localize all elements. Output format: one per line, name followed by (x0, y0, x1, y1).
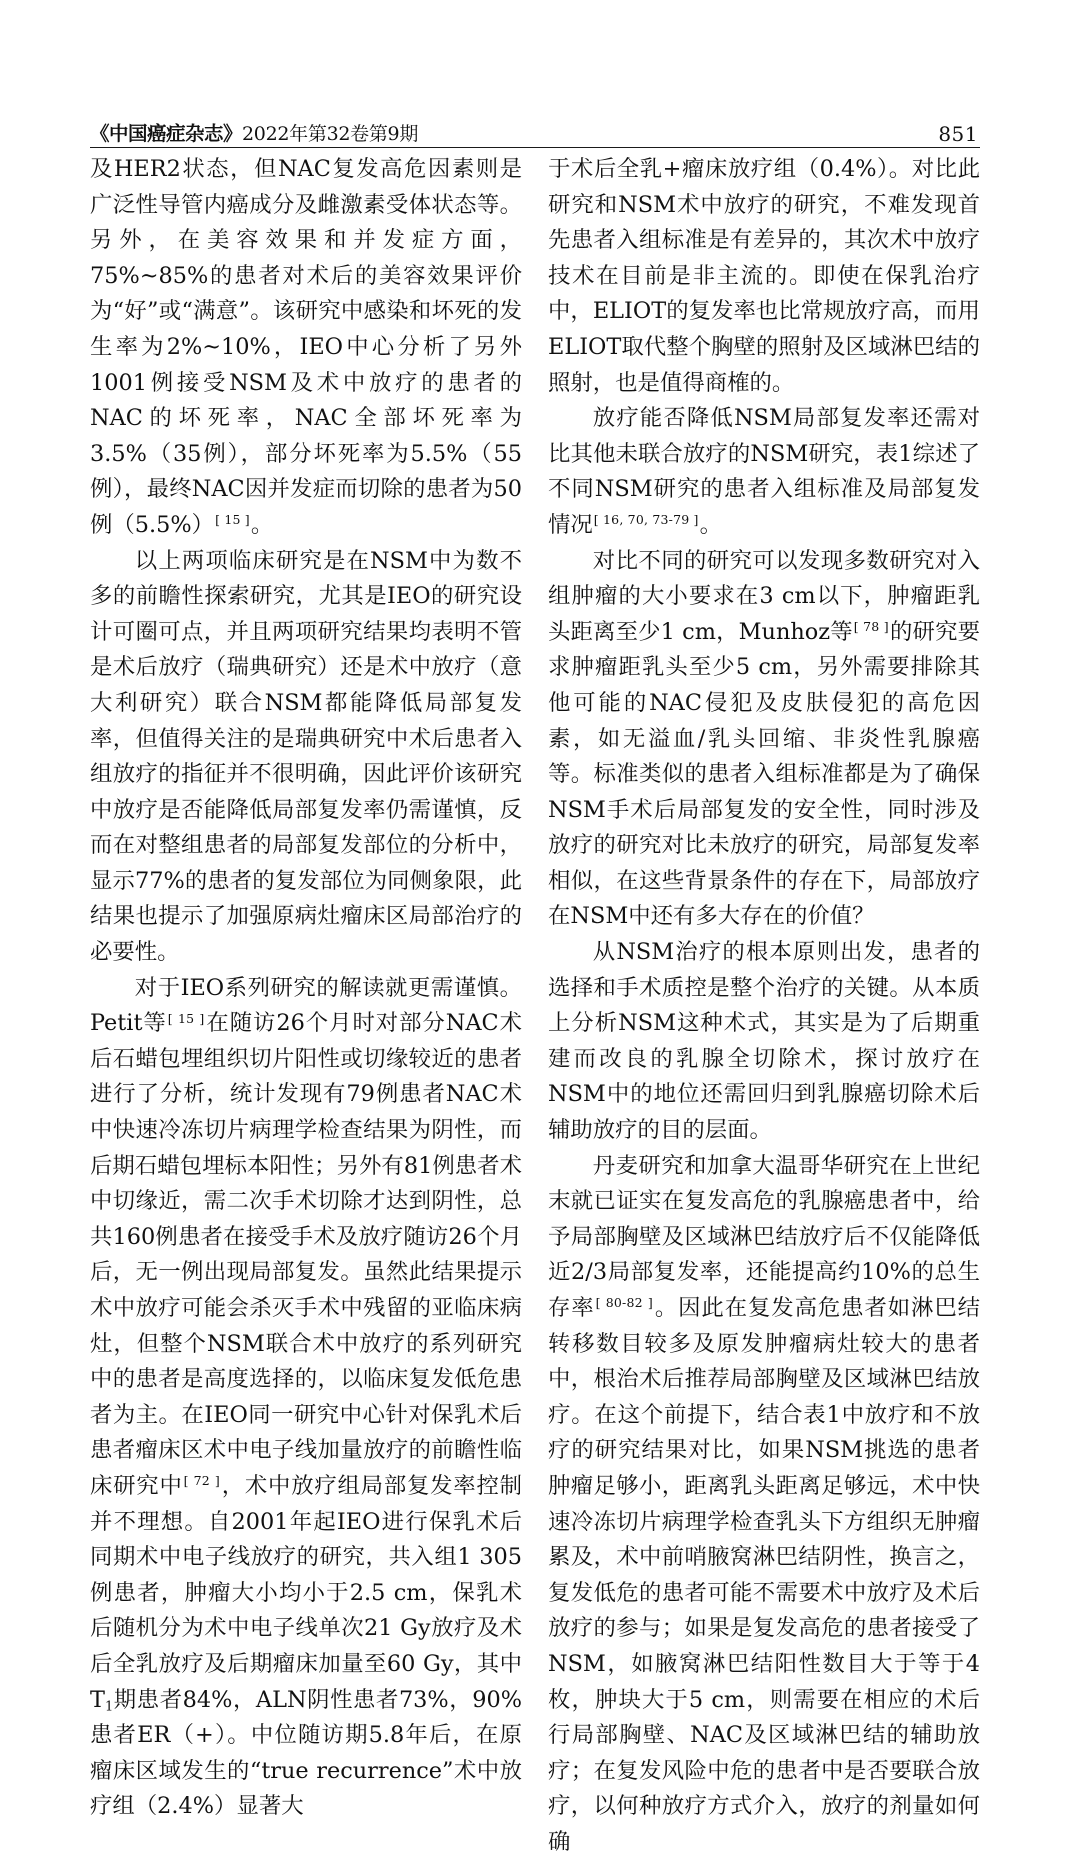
paragraph-text: 于术后全乳+瘤床放疗组（0.4%）。对比此研究和NSM术中放疗的研究，不难发现首先患者入组标准是有差异的，其次术中放疗技术在目前是非主流的。即使在保乳治疗中，ELIOT的复发率也比常规放疗高，而用ELIOT取代整个胸壁的照射及区域淋巴结的照射，也是值得商榷的。 (548, 156, 980, 396)
paragraph-text: 期患者84%，ALN阴性患者73%，90%患者ER（+）。中位随访期5.8年后，在原瘤床区域发生的“true recurrence”术中放疗组（2.4%）显著大 (90, 1686, 522, 1820)
paragraph-text: 的研究要求肿瘤距乳头至少5 cm，另外需要排除其他可能的NAC侵犯及皮肤侵犯的高危因素，如无溢血/乳头回缩、非炎性乳腺癌等。标准类似的患者入组标准都是为了确保NSM手术后局部复发的安全性，同时涉及放疗的研究对比未放疗的研究，局部复发率相似，在这些背景条件的存在下，局部放疗在NSM中还有多大存在的价值？ (548, 618, 980, 930)
journal-title: 《中国癌症杂志》 (90, 122, 243, 145)
paragraph-text: 以上两项临床研究是在NSM中为数不多的前瞻性探索研究，尤其是IEO的研究设计可圈可点，并且两项研究结果均表明不管是术后放疗（瑞典研究）还是术中放疗（意大利研究）联合NSM都能降低局部复发率，但值得关注的是瑞典研究中术后患者入组放疗的指征并不很明确，因此评价该研究中放疗是否能降低局部复发率仍需谨慎，反而在对整组患者的局部复发部位的分析中，显示77%的患者的复发部位为同侧象限，此结果也提示了加强原病灶瘤床区局部治疗的必要性。 (90, 547, 522, 966)
body-columns (90, 152, 981, 1855)
paragraph (90, 971, 522, 1825)
paragraph (548, 935, 980, 1149)
paragraph-text: 丹麦研究和加拿大温哥华研究在上世纪末就已证实在复发高危的乳腺癌患者中，给予局部胸壁及区域淋巴结放疗后不仅能降低近2/3局部复发率，还能提高约10%的总生存率 (548, 1152, 980, 1321)
paragraph (548, 1149, 980, 1861)
paragraph-text: 对比不同的研究可以发现多数研究对入组肿瘤的大小要求在3 cm以下，肿瘤距乳头距离至少1 cm，Munhoz等 (548, 547, 980, 645)
paragraph-text: 在随访26个月时对部分NAC术后石蜡包埋组织切片阳性或切缘较近的患者进行了分析，统计发现有79例患者NAC术中快速冷冻切片病理学检查结果为阴性，而后期石蜡包埋标本阳性；另外有81例患者术中切缘近，需二次手术切除才达到阴性，总共160例患者在接受手术及放疗随访26个月后，无一例出现局部复发。虽然此结果提示术中放疗可能会杀灭手术中残留的亚临床病灶，但整个NSM联合术中放疗的系列研究中的患者是高度选择的，以临床复发低危患者为主。在IEO同一研究中心针对保乳术后患者瘤床区术中电子线加量放疗的前瞻性临床研究中 (90, 1010, 523, 1499)
paragraph-tail: 。 (250, 511, 274, 538)
running-head (90, 108, 980, 148)
reference-marker: [ 78 ] (853, 618, 889, 634)
reference-marker: [ 72 ] (183, 1473, 220, 1489)
running-head-left (90, 124, 418, 144)
paragraph (90, 544, 522, 971)
paragraph-tail: 。 (699, 511, 723, 538)
paragraph-text: 对于IEO系列研究的解读就更需谨慎。Petit等 (90, 974, 522, 1037)
paragraph-text: 。因此在复发高危患者如淋巴结转移数目较多及原发肿瘤病灶较大的患者中，根治术后推荐局部胸壁及区域淋巴结放疗。在这个前提下，结合表1中放疗和不放疗的研究结果对比，如果NSM挑选的患者肿瘤足够小，距离乳头距离足够远，术中快速冷冻切片病理学检查乳头下方组织无肿瘤累及，术中前哨腋窝淋巴结阴性，换言之，复发低危的患者可能不需要术中放疗及术后放疗的参与；如果是复发高危的患者接受了NSM，如腋窝淋巴结阳性数目大于等于4枚，肿块大于5 cm，则需要在相应的术后行局部胸壁、NAC及区域淋巴结的辅助放疗；在复发风险中危的患者中是否要联合放疗，以何种放疗方式介入，放疗的剂量如何确 (548, 1295, 981, 1855)
reference-marker: [ 16, 70, 73-79 ] (593, 512, 699, 528)
paragraph (548, 544, 980, 936)
reference-marker: [ 15 ] (167, 1010, 205, 1026)
subscript: 1 (104, 1698, 114, 1714)
paragraph-text: ，术中放疗组局部复发率控制并不理想。自2001年起IEO进行保乳术后同期术中电子线放疗的研究，共入组1 305例患者，肿瘤大小均小于2.5 cm，保乳术后随机分为术中电子线单次21 Gy放疗及术后全乳放疗及后期瘤床加量至60 Gy，其中T (90, 1472, 522, 1713)
paragraph (548, 152, 980, 401)
reference-marker: [ 15 ] (215, 512, 250, 528)
paragraph-text: 放疗能否降低NSM局部复发率还需对比其他未联合放疗的NSM研究，表1综述了不同NSM研究的患者入组标准及局部复发情况 (548, 405, 980, 538)
column-right (548, 152, 980, 1861)
paragraph-text: 从NSM治疗的根本原则出发，患者的选择和手术质控是整个治疗的关键。从本质上分析NSM这种术式，其实是为了后期重建而改良的乳腺全切除术，探讨放疗在NSM中的地位还需回归到乳腺癌切除术后辅助放疗的目的层面。 (548, 939, 980, 1144)
page-number: 851 (938, 122, 978, 146)
paragraph (548, 401, 980, 543)
paragraph-text: 及HER2状态，但NAC复发高危因素则是广泛性导管内癌成分及雌激素受体状态等。另外，在美容效果和并发症方面，75%~85%的患者对术后的美容效果评价为“好”或“满意”。该研究中感染和坏死的发生率为2%~10%，IEO中心分析了另外1001例接受NSM及术中放疗的患者的NAC的坏死率，NAC全部坏死率为3.5%（35例），部分坏死率为5.5%（55例），最终NAC因并发症而切除的患者为50例（5.5%） (90, 156, 522, 538)
issue-info: 2022年第32卷第9期 (242, 123, 419, 145)
reference-marker: [ 80-82 ] (595, 1295, 653, 1311)
column-left (90, 152, 522, 1825)
paragraph (90, 152, 522, 544)
